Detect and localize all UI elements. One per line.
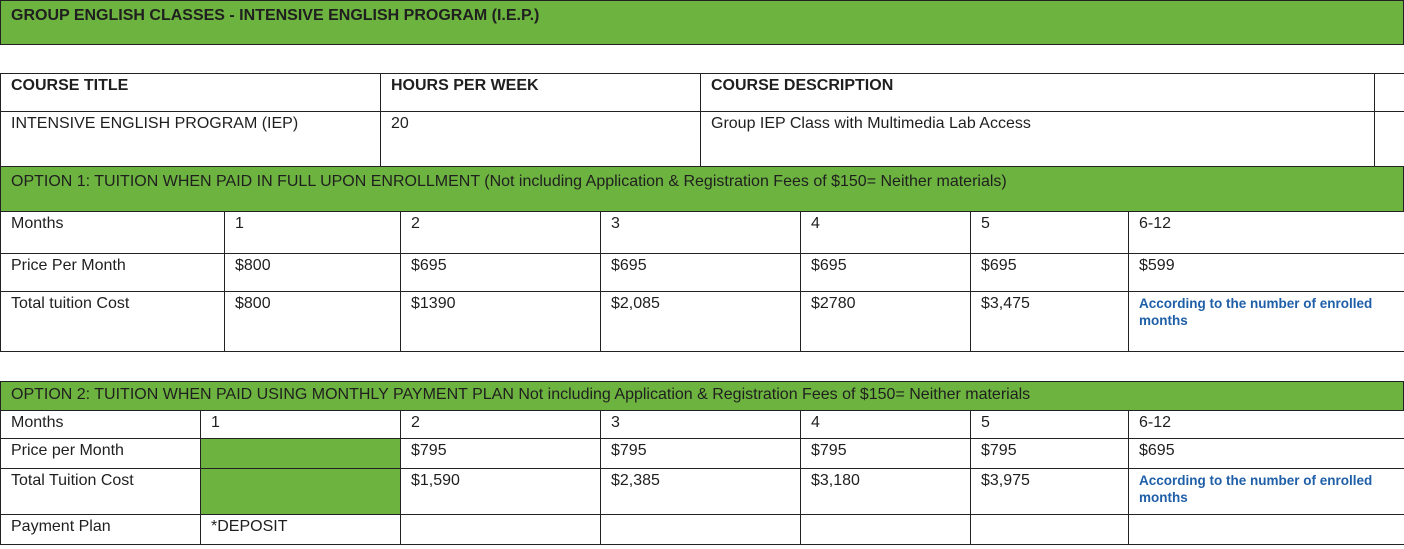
price-cell: $695: [801, 254, 971, 292]
price-cell: $695: [601, 254, 801, 292]
month-cell: 1: [225, 212, 401, 254]
payment-plan-label: Payment Plan: [1, 515, 201, 545]
page-title-band: [0, 0, 1404, 45]
month-cell: 2: [401, 212, 601, 254]
month-cell: 6-12: [1129, 411, 1404, 439]
month-cell: 1: [201, 411, 401, 439]
table-row: [1, 212, 1404, 254]
course-title-header: COURSE TITLE: [1, 74, 381, 112]
hours-per-week-header: HOURS PER WEEK: [381, 74, 701, 112]
total-cell: $2,085: [601, 292, 801, 352]
total-label: Total Tuition Cost: [1, 469, 201, 515]
months-label: Months: [1, 212, 225, 254]
month-cell: 2: [401, 411, 601, 439]
price-label: Price per Month: [1, 439, 201, 469]
hours-cell: 20: [381, 112, 701, 167]
total-cell: $3,975: [971, 469, 1129, 515]
empty-cell: [1375, 74, 1404, 112]
months-label: Months: [1, 411, 201, 439]
price-cell: $800: [225, 254, 401, 292]
course-table: [0, 73, 1404, 167]
empty-cell: [1375, 112, 1404, 167]
total-cell-filled: [201, 469, 401, 515]
option1-band: [0, 166, 1404, 212]
total-cell: $2,385: [601, 469, 801, 515]
month-cell: 4: [801, 411, 971, 439]
price-cell: $795: [601, 439, 801, 469]
month-cell: 4: [801, 212, 971, 254]
table-row: [1, 469, 1404, 515]
page-title: GROUP ENGLISH CLASSES - INTENSIVE ENGLISH PROGRAM (I.E.P.): [11, 7, 540, 24]
total-cell: $800: [225, 292, 401, 352]
table-row: [1, 254, 1404, 292]
month-cell: 5: [971, 411, 1129, 439]
month-cell: 3: [601, 411, 801, 439]
course-title-cell: INTENSIVE ENGLISH PROGRAM (IEP): [1, 112, 381, 167]
total-cell: $3,180: [801, 469, 971, 515]
table-row: [1, 515, 1404, 545]
total-cell: $2780: [801, 292, 971, 352]
month-cell: 6-12: [1129, 212, 1404, 254]
price-label: Price Per Month: [1, 254, 225, 292]
plan-cell: [971, 515, 1129, 545]
table-row: [1, 292, 1404, 352]
description-cell: Group IEP Class with Multimedia Lab Access: [701, 112, 1375, 167]
plan-cell: [1129, 515, 1404, 545]
option2-title: OPTION 2: TUITION WHEN PAID USING MONTHLY PAYMENT PLAN Not including Application & Registration Fees of $150= Neither materials: [11, 386, 1031, 403]
total-cell: $1,590: [401, 469, 601, 515]
total-label: Total tuition Cost: [1, 292, 225, 352]
course-header-row: [1, 74, 1404, 112]
table-row: [1, 439, 1404, 469]
deposit-cell: *DEPOSIT: [201, 515, 401, 545]
option1-table: [0, 211, 1404, 352]
price-cell: $695: [401, 254, 601, 292]
plan-cell: [401, 515, 601, 545]
total-cell: $1390: [401, 292, 601, 352]
price-cell: $695: [971, 254, 1129, 292]
table-row: [1, 411, 1404, 439]
enrolled-months-note: According to the number of enrolled months: [1129, 292, 1404, 352]
price-cell-filled: [201, 439, 401, 469]
plan-cell: [601, 515, 801, 545]
price-cell: $795: [971, 439, 1129, 469]
month-cell: 5: [971, 212, 1129, 254]
enrolled-months-note: According to the number of enrolled months: [1129, 469, 1404, 515]
course-row: [1, 112, 1404, 167]
option1-title: OPTION 1: TUITION WHEN PAID IN FULL UPON ENROLLMENT (Not including Application & Registration Fees of $150= Neither materials): [11, 173, 1007, 190]
option2-band: [0, 381, 1404, 411]
month-cell: 3: [601, 212, 801, 254]
total-cell: $3,475: [971, 292, 1129, 352]
plan-cell: [801, 515, 971, 545]
price-cell: $599: [1129, 254, 1404, 292]
option2-table: [0, 410, 1404, 545]
price-cell: $795: [801, 439, 971, 469]
course-description-header: COURSE DESCRIPTION: [701, 74, 1375, 112]
price-cell: $695: [1129, 439, 1404, 469]
price-cell: $795: [401, 439, 601, 469]
